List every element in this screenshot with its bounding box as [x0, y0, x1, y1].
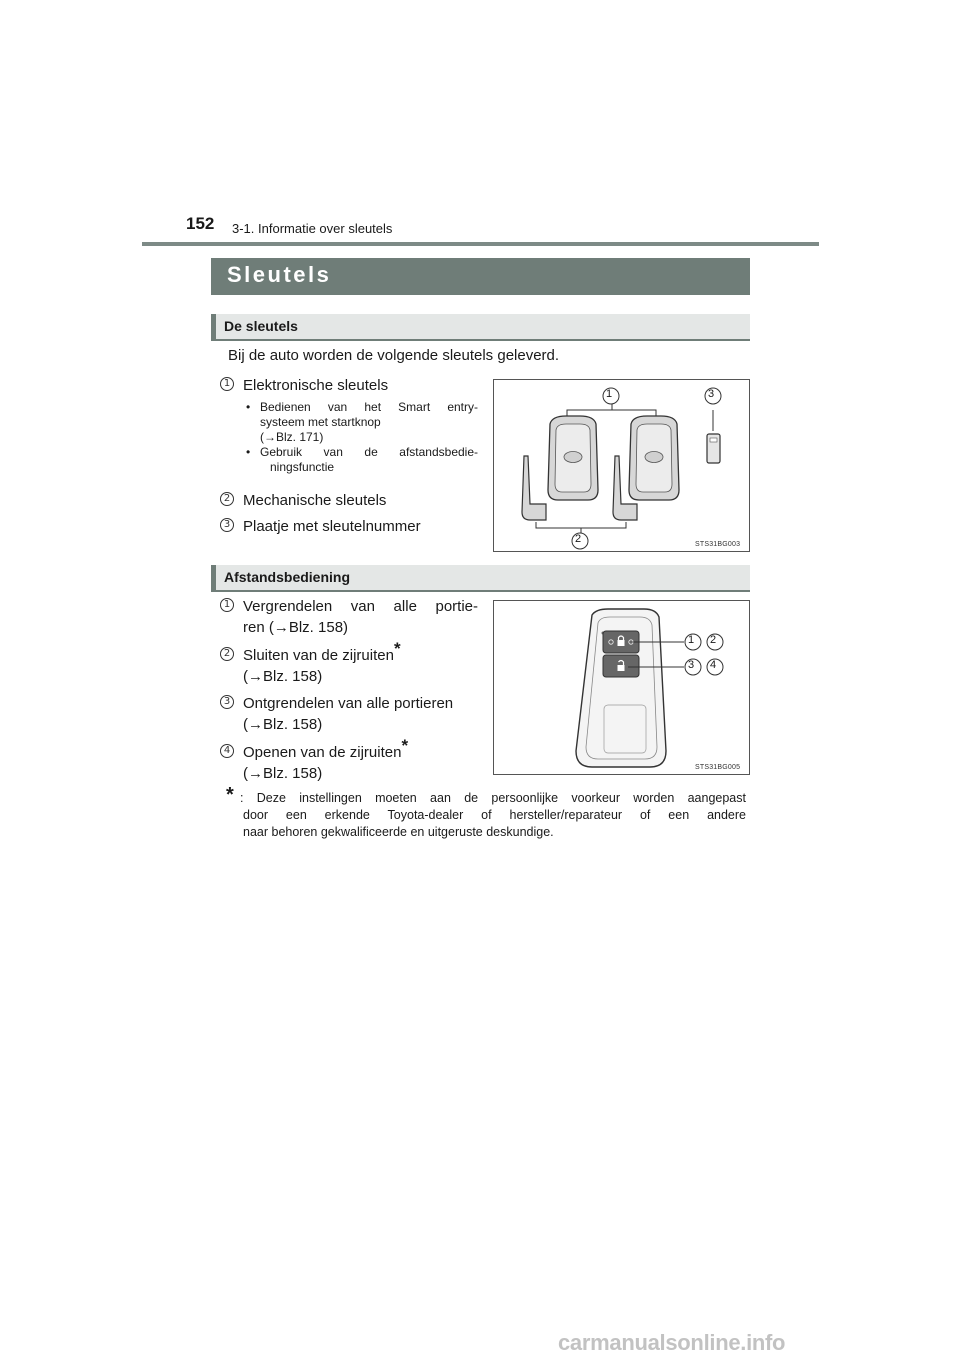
footnote-star: * [393, 639, 401, 658]
callout-number-4: 4 [220, 744, 234, 758]
bullet-line: ningsfunctie [270, 460, 335, 474]
figure-callout-4: 4 [710, 659, 717, 671]
section-accent [211, 565, 216, 592]
section-heading-afstandsbediening [211, 565, 750, 592]
header-divider [142, 242, 819, 246]
remote-drawing [494, 601, 749, 774]
list-item-text: Sluiten van de zijruiten [243, 647, 394, 664]
list-item-label: Plaatje met sleutelnummer [243, 518, 421, 535]
figure-code: STS31BG005 [695, 764, 741, 771]
callout-number-2: 2 [220, 492, 234, 506]
footnote-star: * [401, 736, 409, 755]
list-item-line: Ontgrendelen van alle portieren [243, 695, 454, 712]
smart-key-fob-icon [629, 416, 679, 500]
figure-callout-1: 1 [688, 634, 695, 646]
remote-illustration [493, 600, 750, 775]
intro-text: Bij de auto worden de volgende sleutels geleverd. [228, 347, 560, 364]
figure-callout-1: 1 [606, 388, 613, 400]
footnote-line: naar behoren gekwalificeerde en uitgeruste deskundige. [243, 825, 554, 839]
page-number: 152 [186, 214, 215, 233]
mechanical-key-icon [522, 456, 546, 520]
list-item-line: (→Blz. 158) [243, 765, 323, 782]
section-heading-label: De sleutels [224, 318, 298, 334]
bullet-line: Bedienen van het Smart entry- [260, 400, 478, 414]
unlock-button-icon [603, 655, 639, 677]
key-number-plate-icon [707, 434, 720, 463]
keys-drawing [494, 380, 749, 551]
list-item-label: Mechanische sleutels [243, 492, 387, 509]
bullet-line: Gebruik van de afstandsbedie- [260, 445, 478, 459]
chapter-title: 3-1. Informatie over sleutels [232, 221, 393, 236]
bullet-line: systeem met startknop [260, 415, 381, 429]
callout-number-1: 1 [220, 377, 234, 391]
figure-callout-2: 2 [710, 634, 717, 646]
page-title-bar [211, 258, 750, 295]
list-item-label: Elektronische sleutels [243, 377, 389, 394]
callout-number-2: 2 [220, 647, 234, 661]
list-item-line: Vergrendelen van alle portie- [243, 598, 478, 615]
figure-callout-3: 3 [708, 388, 715, 400]
bullet-dot: • [246, 400, 251, 414]
callout-number-1: 1 [220, 598, 234, 612]
figure-code: STS31BG003 [695, 541, 741, 548]
list-item-line [243, 736, 409, 763]
bullet-line: (→Blz. 171) [260, 430, 324, 444]
callout-number-3: 3 [220, 518, 234, 532]
figure-callout-2: 2 [575, 533, 582, 545]
bullet-dot: • [246, 445, 251, 459]
list-item-line: ren (→Blz. 158) [243, 619, 349, 636]
keys-illustration [493, 379, 750, 552]
site-watermark: carmanualsonline.info [558, 1330, 786, 1355]
section-heading-de-sleutels [211, 314, 750, 341]
figure-callout-3: 3 [688, 659, 695, 671]
page-title: Sleutels [227, 262, 332, 287]
list-item-line: (→Blz. 158) [243, 716, 323, 733]
list-item-line [243, 639, 401, 666]
footnote-marker: * [226, 784, 234, 806]
section-accent [211, 314, 216, 341]
smart-key-fob-icon [548, 416, 598, 500]
list-item-line: (→Blz. 158) [243, 668, 323, 685]
footnote-line: door een erkende Toyota-dealer of hersteller/reparateur of een andere [243, 808, 746, 822]
callout-number-3: 3 [220, 695, 234, 709]
list-item-text: Openen van de zijruiten [243, 744, 402, 761]
footnote-line: : Deze instellingen moeten aan de persoonlijke voorkeur worden aangepast [240, 791, 746, 805]
section-heading-label: Afstandsbediening [224, 569, 351, 585]
